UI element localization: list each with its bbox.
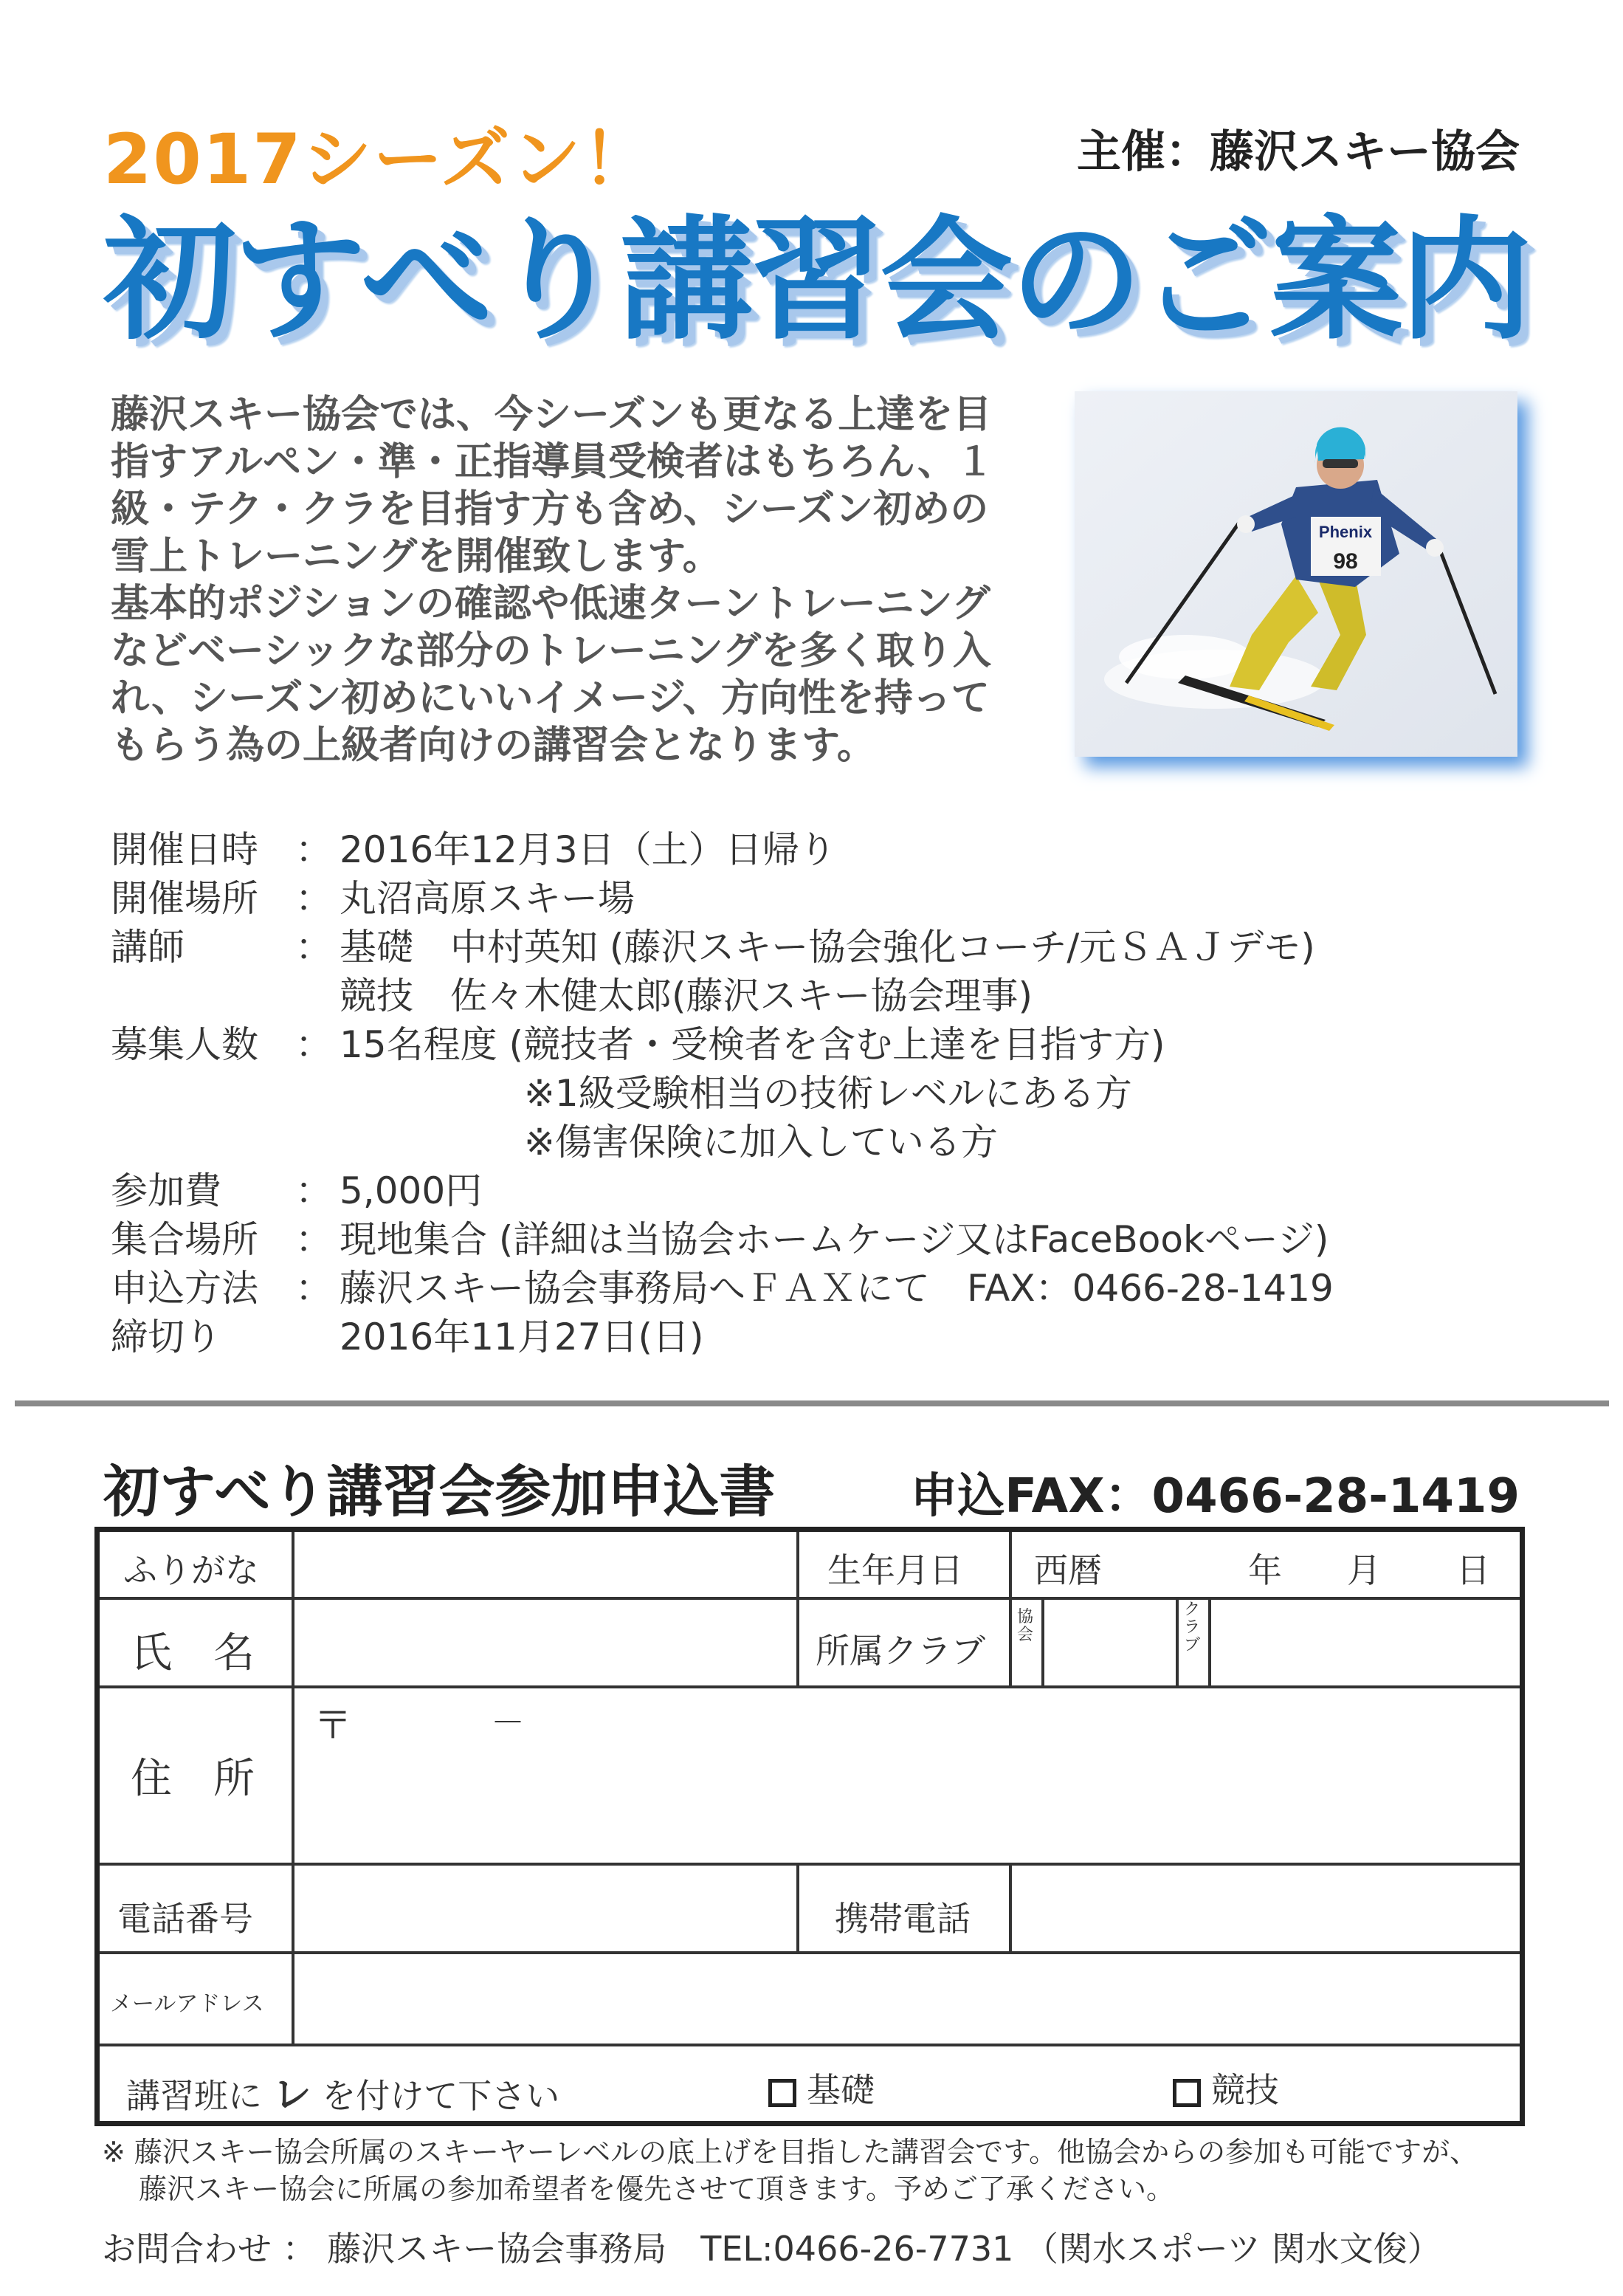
seireki-label: 西暦 <box>1034 1550 1102 1590</box>
email-label: メールアドレス <box>110 1991 264 2017</box>
bib-number: 98 <box>1333 549 1358 574</box>
intro-line: 雪上トレーニングを開催致します。 <box>111 535 721 579</box>
check-mark-icon: レ <box>272 2073 311 2117</box>
club-small-label: クラブ <box>1183 1601 1200 1654</box>
detail-colon: ： <box>295 1169 332 1212</box>
contact-info: お問合わせ ： 藤沢スキー協会事務局 TEL:0466-26-7731 （関水スポーツ 関水文俊） <box>102 2229 1441 2269</box>
address-field[interactable] <box>314 1746 1509 1857</box>
option-kiso-label: 基礎 <box>807 2070 875 2110</box>
detail-label: 締切り <box>111 1316 221 1358</box>
postal-dash: － <box>491 1702 525 1742</box>
form-line <box>100 1597 1520 1600</box>
organizer: 主催：藤沢スキー協会 <box>1077 126 1520 178</box>
association-field[interactable] <box>1052 1606 1170 1680</box>
skier-photo <box>1075 391 1517 757</box>
detail-label: 講師 <box>111 926 185 969</box>
intro-line: もらう為の上級者向けの講習会となります。 <box>111 723 875 768</box>
birthdate-label: 生年月日 <box>827 1550 963 1590</box>
form-fax-number: 申込FAX：0466-28-1419 <box>910 1469 1520 1524</box>
day-label: 日 <box>1456 1550 1490 1590</box>
mobile-label: 携帯電話 <box>835 1899 971 1939</box>
option-kyogi[interactable] <box>1173 2063 1279 2112</box>
detail-label: 参加費 <box>111 1169 221 1212</box>
application-form <box>94 1527 1525 2126</box>
note-line: ※ 藤沢スキー協会所属のスキーヤーレベルの底上げを目指した講習会です。他協会からの参加も可能ですが、 <box>102 2136 1478 2168</box>
form-line <box>100 2044 1520 2046</box>
detail-label: 申込方法 <box>111 1267 258 1310</box>
detail-colon: ： <box>295 828 332 871</box>
club-field[interactable] <box>1219 1606 1514 1680</box>
name-field[interactable] <box>314 1606 786 1680</box>
form-line <box>100 1685 1520 1688</box>
detail-value: 2016年11月27日(日) <box>340 1316 704 1358</box>
detail-value: 現地集合 (詳細は当協会ホームケージ又はFaceBookページ) <box>340 1218 1329 1261</box>
detail-label: 集合場所 <box>111 1218 258 1261</box>
furigana-label: ふりがな <box>123 1550 259 1590</box>
option-kyogi-label: 競技 <box>1211 2070 1279 2110</box>
detail-colon: ： <box>295 926 332 969</box>
form-title: 初すべり講習会参加申込書 <box>103 1459 776 1525</box>
course-prompt <box>126 2063 559 2119</box>
detail-value: 5,000円 <box>340 1169 483 1212</box>
form-line <box>100 1951 1520 1954</box>
detail-value: ※1級受験相当の技術レベルにある方 <box>340 1072 1132 1115</box>
page-title: 初すべり講習会のご案内 <box>103 204 1530 358</box>
form-line <box>796 1532 799 1685</box>
kyokai-small-label: 協会 <box>1016 1608 1033 1644</box>
postal-mark: 〒 <box>314 1704 353 1748</box>
detail-label: 募集人数 <box>111 1023 258 1066</box>
kyogi-checkbox[interactable] <box>1173 2079 1201 2107</box>
form-line <box>100 1863 1520 1866</box>
intro-line: などベーシックな部分のトレーニングを多く取り入 <box>111 629 991 673</box>
month-label: 月 <box>1347 1550 1381 1590</box>
mobile-field[interactable] <box>1030 1871 1509 1945</box>
detail-value: ※傷害保険に加入している方 <box>340 1121 998 1164</box>
detail-value: 基礎 中村英知 (藤沢スキー協会強化コーチ/元ＳＡＪデモ) <box>340 926 1315 969</box>
course-prompt-text: 講習班に <box>126 2076 262 2116</box>
detail-value: 丸沼高原スキー場 <box>340 877 635 920</box>
intro-line: 指すアルペン・準・正指導員受検者はもちろん、１ <box>111 440 995 484</box>
form-line <box>1176 1597 1179 1685</box>
detail-label: 開催場所 <box>111 877 258 920</box>
section-divider <box>15 1400 1609 1406</box>
detail-colon: ： <box>295 1023 332 1066</box>
intro-line: れ、シーズン初めにいいイメージ、方向性を持って <box>111 676 990 721</box>
phone-label: 電話番号 <box>117 1899 253 1939</box>
detail-colon: ： <box>295 877 332 920</box>
detail-colon: ： <box>295 1218 332 1261</box>
phone-field[interactable] <box>314 1871 786 1945</box>
detail-colon: ： <box>295 1267 332 1310</box>
detail-label: 開催日時 <box>111 828 258 871</box>
intro-text <box>111 391 1055 769</box>
season-subtitle: 2017シーズン！ <box>103 120 653 200</box>
form-line <box>1009 1532 1012 1685</box>
form-line <box>292 1532 294 2044</box>
option-kiso[interactable] <box>768 2063 875 2112</box>
detail-value: 2016年12月3日（土）日帰り <box>340 828 836 871</box>
year-label: 年 <box>1248 1550 1282 1590</box>
detail-value: 15名程度 (競技者・受検者を含む上達を目指す方) <box>340 1023 1165 1066</box>
form-line <box>1208 1597 1211 1685</box>
kiso-checkbox[interactable] <box>768 2079 796 2107</box>
detail-value: 藤沢スキー協会事務局へＦＡＸにて FAX：0466-28-1419 <box>340 1267 1334 1310</box>
intro-line: 藤沢スキー協会では、今シーズンも更なる上達を目 <box>111 393 992 437</box>
form-line <box>796 1863 799 1951</box>
intro-line: 級・テク・クラを目指す方も含め、シーズン初めの <box>111 487 989 532</box>
course-prompt-text: を付けて下さい <box>322 2076 560 2116</box>
club-label: 所属クラブ <box>816 1631 985 1671</box>
form-line <box>1041 1597 1044 1685</box>
name-label: 氏 名 <box>131 1629 255 1677</box>
intro-line: 基本的ポジションの確認や低速ターントレーニング <box>111 582 990 626</box>
form-line <box>1009 1863 1012 1951</box>
notes <box>102 2134 1478 2207</box>
address-label: 住 所 <box>131 1755 255 1803</box>
furigana-field[interactable] <box>314 1538 786 1591</box>
bib-brand: Phenix <box>1318 523 1373 541</box>
email-field[interactable] <box>314 1962 1509 2035</box>
note-line: 藤沢スキー協会に所属の参加希望者を優先させて頂きます。予めご了承ください。 <box>102 2173 1175 2205</box>
detail-value: 競技 佐々木健太郎(藤沢スキー協会理事) <box>340 975 1033 1017</box>
